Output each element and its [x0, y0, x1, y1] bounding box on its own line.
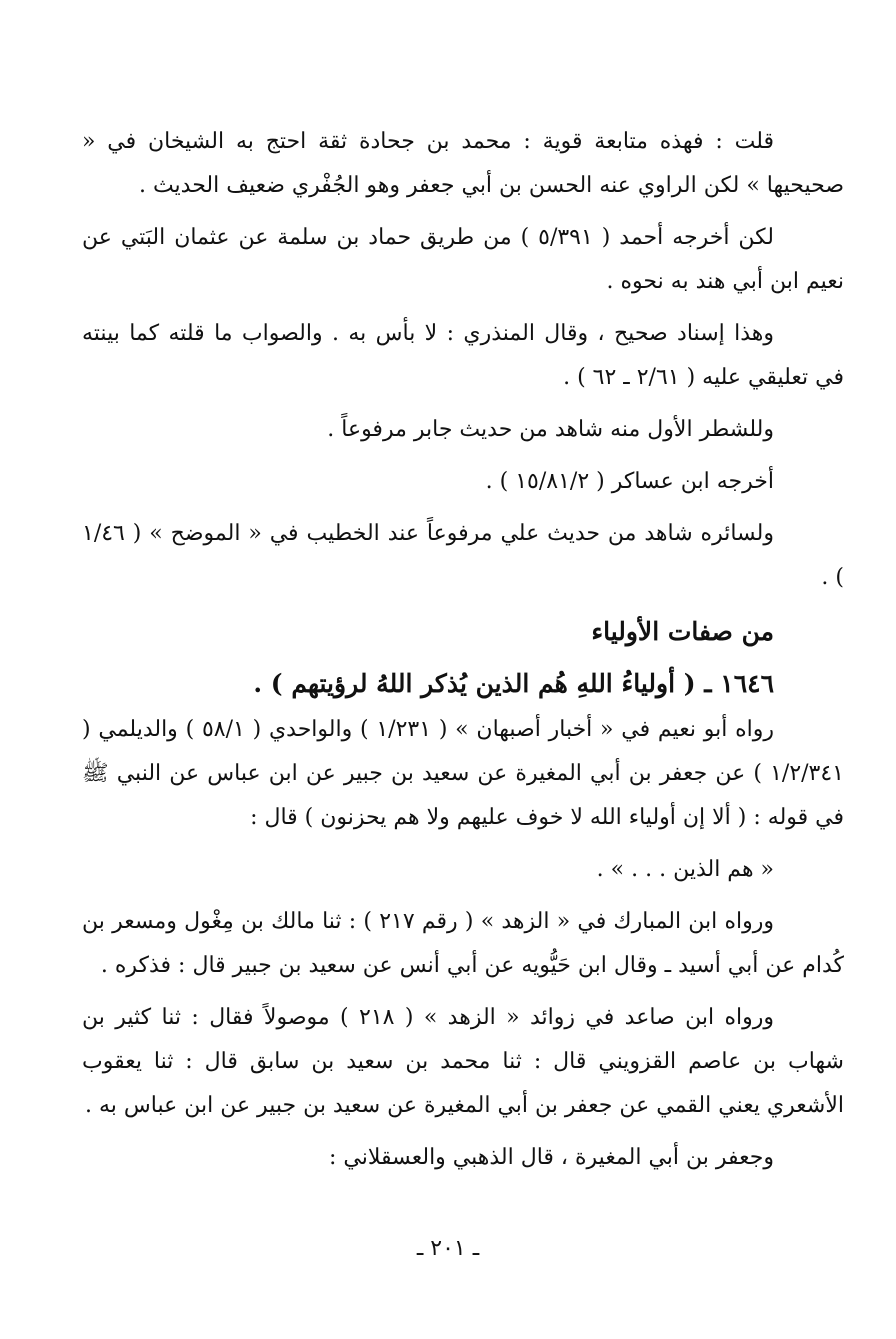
hadith-title: ١٦٤٦ ـ ( أولياءُ اللهِ هُم الذين يُذكر اللهُ لرؤيتهم ) .	[253, 669, 774, 698]
paragraph-9: ورواه ابن المبارك في « الزهد » ( رقم ٢١٧ ) : ثنا مالك بن مِغْول ومسعر بن كُدام عن أبي أسيد ـ وقال ابن حَيُّويه عن أبي أنس عن سعيد بن جبير قال : فذكره .	[82, 909, 844, 978]
page-number: ـ ٢٠١ ـ	[416, 1236, 480, 1261]
paragraph-6: ولسائره شاهد من حديث علي مرفوعاً عند الخطيب في « الموضح » ( ١/٤٦ ) .	[82, 521, 844, 590]
paragraph-8: « هم الذين . . . » .	[596, 857, 774, 882]
paragraph-10: ورواه ابن صاعد في زوائد « الزهد » ( ٢١٨ ) موصولاً فقال : ثنا كثير بن شهاب بن عاصم القزويني قال : ثنا محمد بن سعيد بن سابق قال : ثنا يعقوب الأشعري يعني القمي عن جعفر بن أبي المغيرة عن سعيد بن جبير عن ابن عباس به .	[82, 1005, 844, 1118]
paragraph-1: قلت : فهذه متابعة قوية : محمد بن جحادة ثقة احتج به الشيخان في « صحيحيها » لكن الراوي عنه الحسن بن أبي جعفر وهو الجُفْري ضعيف الحديث .	[82, 129, 844, 198]
page-body	[82, 120, 844, 1188]
paragraph-11: وجعفر بن أبي المغيرة ، قال الذهبي والعسقلاني :	[329, 1145, 774, 1170]
paragraph-4: وللشطر الأول منه شاهد من حديث جابر مرفوعاً .	[327, 417, 774, 442]
paragraph-3: وهذا إسناد صحيح ، وقال المنذري : لا بأس به . والصواب ما قلته كما بينته في تعليقي عليه ( ٢/٦١ ـ ٦٢ ) .	[82, 321, 844, 390]
paragraph-7: رواه أبو نعيم في « أخبار أصبهان » ( ١/٢٣١ ) والواحدي ( ٥٨/١ ) والديلمي ( ١/٢/٣٤١ ) عن جعفر بن أبي المغيرة عن سعيد بن جبير عن ابن عباس عن النبي ﷺ في قوله : ( ألا إن أولياء الله لا خوف عليهم ولا هم يحزنون ) قال :	[82, 717, 844, 830]
paragraph-2: لكن أخرجه أحمد ( ٥/٣٩١ ) من طريق حماد بن سلمة عن عثمان البَتي عن نعيم ابن أبي هند به نحوه .	[82, 225, 844, 294]
section-heading: من صفات الأولياء	[591, 617, 774, 646]
paragraph-5: أخرجه ابن عساكر ( ١٥/٨١/٢ ) .	[485, 469, 774, 494]
